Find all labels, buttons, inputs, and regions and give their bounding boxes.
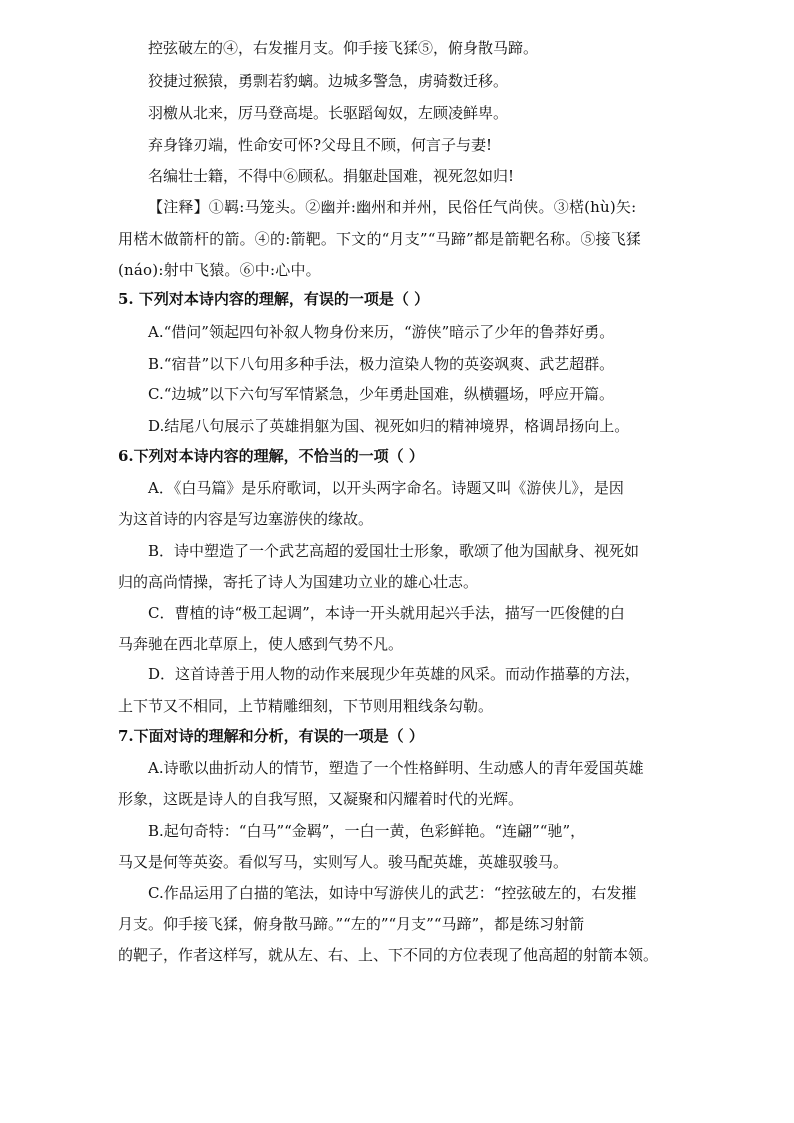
poem-line-4: 弃身锋刃端，性命安可怀?父母且不顾，何言子与妻!	[148, 136, 493, 154]
question-5-option-b: B.“宿昔”以下八句用多种手法，极力渲染人物的英姿飒爽、武艺超群。	[148, 355, 615, 373]
question-6-line: B．诗中塑造了一个武艺高超的爱国壮士形象，歌颂了他为国献身、视死如	[148, 542, 640, 560]
poem-line-1: 控弦破左的④，右发摧月支。仰手接飞猱⑤，俯身散马蹄。	[148, 39, 539, 57]
question-7-line: C.作品运用了白描的笔法，如诗中写游侠儿的武艺：“控弦破左的，右发摧	[148, 884, 637, 902]
question-6-line: D．这首诗善于用人物的动作来展现少年英雄的风采。而动作描摹的方法，	[148, 665, 641, 683]
notes-line-3: (náo):射中飞猿。⑥中:心中。	[118, 261, 321, 279]
question-5-option-d: D.结尾八句展示了英雄捐躯为国、视死如归的精神境界，格调昂扬向上。	[148, 417, 630, 435]
notes-line-1: 【注释】①羁:马笼头。②幽并:幽州和并州，民俗任气尚侠。③楛(hù)矢:	[148, 198, 637, 216]
question-7-line: 形象，这既是诗人的自我写照，又凝聚和闪耀着时代的光辉。	[118, 790, 524, 808]
poem-line-5: 名编壮士籍，不得中⑥顾私。捐躯赴国难，视死忽如归!	[148, 167, 515, 185]
question-6-line: 为这首诗的内容是写边塞游侠的缘故。	[118, 510, 374, 528]
notes-line-2: 用楛木做箭杆的箭。④的:箭靶。下文的“月支”“马蹄”都是箭靶名称。⑤接飞猱	[118, 230, 642, 248]
question-7-line: A.诗歌以曲折动人的情节，塑造了一个性格鲜明、生动感人的青年爱国英雄	[148, 759, 644, 777]
question-6-line: 马奔驰在西北草原上，使人感到气势不凡。	[118, 635, 404, 653]
question-7-stem: 7.下面对诗的理解和分析，有误的一项是（ ）	[118, 727, 424, 745]
question-5-option-c: C.“边城”以下六句写军情紧急，少年勇赴国难，纵横疆场，呼应开篇。	[148, 385, 615, 403]
question-6-line: 上下节又不相同，上节精雕细刻，下节则用粗线条勾勒。	[118, 697, 494, 715]
question-6-line: 归的高尚情操，寄托了诗人为国建功立业的雄心壮志。	[118, 573, 479, 591]
question-6-stem: 6.下列对本诗内容的理解，不恰当的一项（ ）	[118, 447, 424, 465]
question-5-option-a: A.“借问”领起四句补叙人物身份来历，“游侠”暗示了少年的鲁莽好勇。	[148, 323, 615, 341]
question-7-line: 马又是何等英姿。看似写马，实则写人。骏马配英雄，英雄驭骏马。	[118, 853, 569, 871]
question-6-line: A．《白马篇》是乐府歌词，以开头两字命名。诗题又叫《游侠儿》，是因	[148, 479, 624, 497]
poem-line-2: 狡捷过猴猿，勇剽若豹螭。边城多警急，虏骑数迁移。	[148, 72, 509, 90]
question-5-stem: 5. 下列对本诗内容的理解，有误的一项是（ ）	[118, 290, 430, 308]
question-7-line: 月支。仰手接飞猱，俯身散马蹄。”“左的”“月支”“马蹄”，都是练习射箭	[118, 915, 585, 933]
poem-line-3: 羽檄从北来，厉马登高堤。长驱蹈匈奴，左顾凌鲜卑。	[148, 104, 509, 122]
question-7-line: B.起句奇特：“白马”“金羁”，一白一黄，色彩鲜艳。“连翩”“驰”，	[148, 822, 586, 840]
question-7-line: 的靶子，作者这样写，就从左、右、上、下不同的方位表现了他高超的射箭本领。	[118, 946, 659, 964]
question-6-line: C．曹植的诗“极工起调”，本诗一开头就用起兴手法，描写一匹俊健的白	[148, 604, 625, 622]
